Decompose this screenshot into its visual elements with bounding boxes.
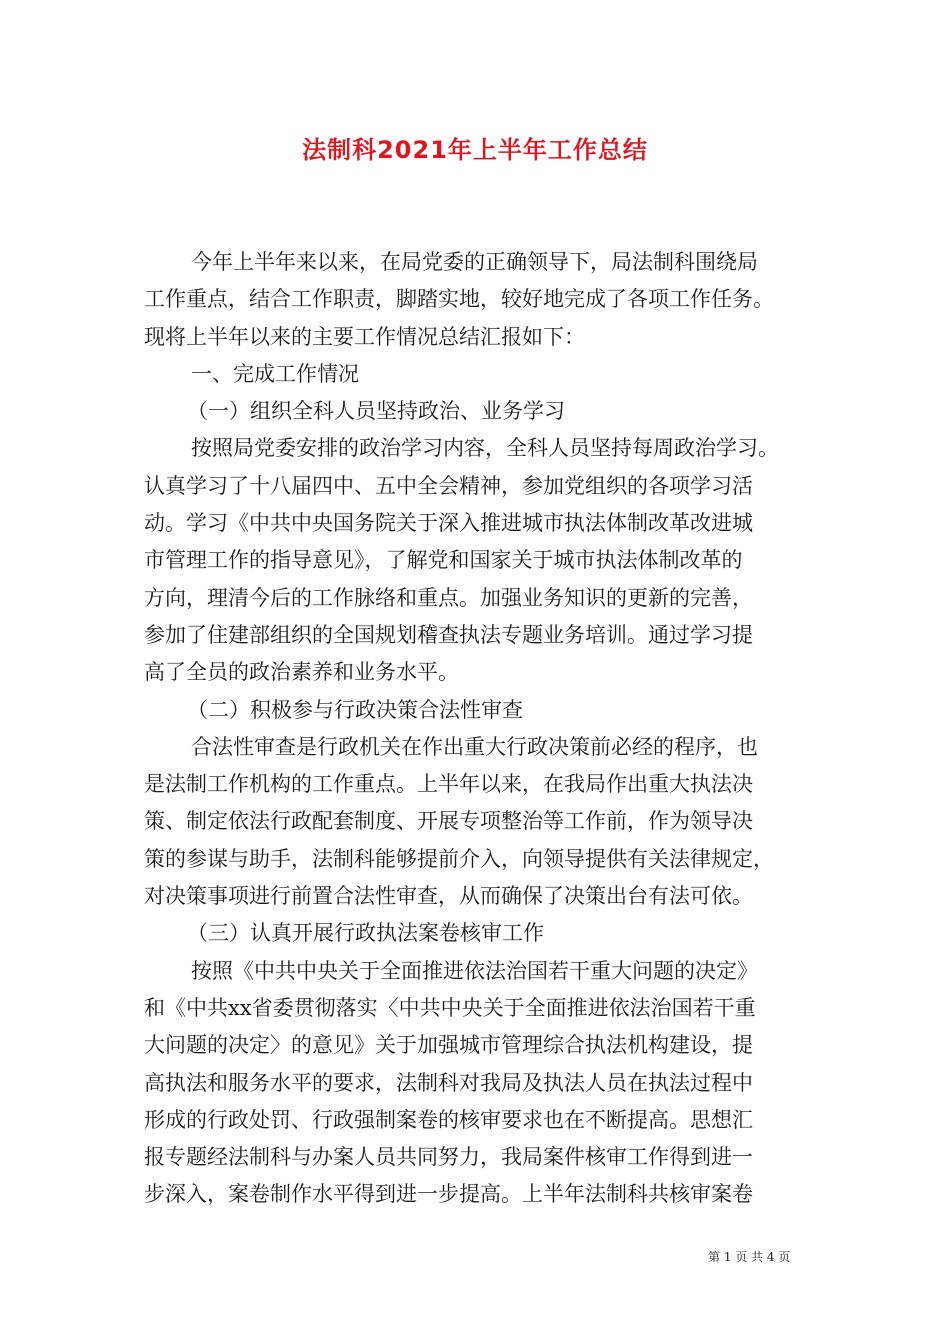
text-line: 策、制定依法行政配套制度、开展专项整治等工作前，作为领导决 <box>144 809 753 834</box>
text-line: 认真学习了十八届四中、五中全会精神，参加党组织的各项学习活 <box>144 473 753 498</box>
text-line: 参加了住建部组织的全国规划稽查执法专题业务培训。通过学习提 <box>144 622 753 647</box>
text-line: 报专题经法制科与办案人员共同努力，我局案件核审工作得到进一 <box>144 1145 753 1170</box>
text-line: 动。学习《中共中央国务院关于深入推进城市执法体制改革改进城 <box>144 511 753 536</box>
text-line: 大问题的决定〉的意见》关于加强城市管理综合执法机构建设，提 <box>144 1033 753 1058</box>
document-title: 法制科2021年上半年工作总结 <box>302 136 648 164</box>
text-line: （三）认真开展行政执法案卷核审工作 <box>187 921 544 946</box>
text-line: 按照《中共中央关于全面推进依法治国若干重大问题的决定》 <box>191 958 758 983</box>
text-line: 策的参谋与助手，法制科能够提前介入，向领导提供有关法律规定， <box>144 846 774 871</box>
text-line: （二）积极参与行政决策合法性审查 <box>187 697 523 722</box>
text-line: 一、完成工作情况 <box>191 361 359 386</box>
text-line: 和《中共xx省委贯彻落实〈中共中央关于全面推进依法治国若干重 <box>144 995 756 1020</box>
text-line: 步深入，案卷制作水平得到进一步提高。上半年法制科共核审案卷 <box>144 1182 753 1207</box>
text-line: 现将上半年以来的主要工作情况总结汇报如下： <box>144 324 585 349</box>
text-line: 是法制工作机构的工作重点。上半年以来，在我局作出重大执法决 <box>144 772 753 797</box>
text-line: 市管理工作的指导意见》，了解党和国家关于城市执法体制改革的 <box>144 548 743 573</box>
text-line: 合法性审查是行政机关在作出重大行政决策前必经的程序，也 <box>191 734 758 759</box>
text-line: 今年上半年来以来，在局党委的正确领导下，局法制科围绕局 <box>191 250 758 274</box>
text-line: （一）组织全科人员坚持政治、业务学习 <box>187 399 565 424</box>
text-line: 工作重点，结合工作职责，脚踏实地，较好地完成了各项工作任务。 <box>144 287 774 312</box>
page-number: 第 1 页 共 4 页 <box>708 1250 791 1264</box>
text-line: 按照局党委安排的政治学习内容，全科人员坚持每周政治学习。 <box>191 436 779 461</box>
text-line: 对决策事项进行前置合法性审查，从而确保了决策出台有法可依。 <box>144 884 753 909</box>
text-line: 高了全员的政治素养和业务水平。 <box>144 660 459 685</box>
document-body <box>144 244 808 1214</box>
text-line: 高执法和服务水平的要求，法制科对我局及执法人员在执法过程中 <box>144 1070 753 1095</box>
text-line: 形成的行政处罚、行政强制案卷的核审要求也在不断提高。思想汇 <box>144 1107 753 1132</box>
text-line: 方向，理清今后的工作脉络和重点。加强业务知识的更新的完善， <box>144 585 753 610</box>
